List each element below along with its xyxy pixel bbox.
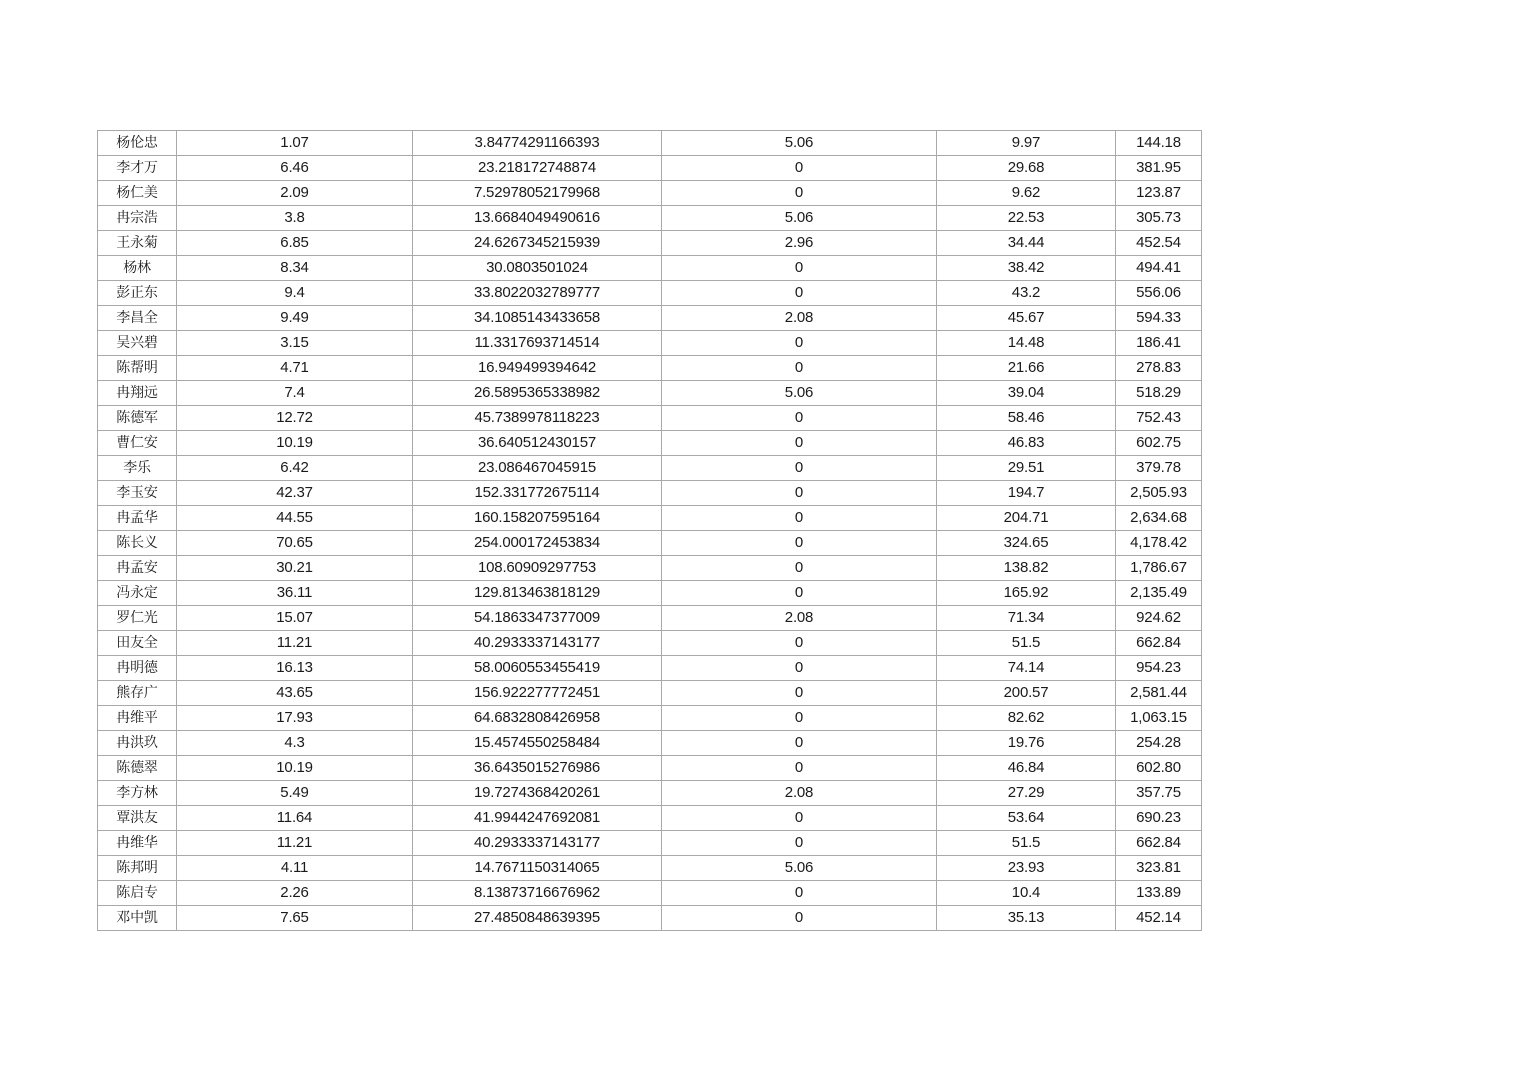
total-cell: 518.29	[1116, 381, 1202, 406]
value-cell-2: 30.0803501024	[413, 256, 662, 281]
table-row	[98, 281, 1202, 306]
value-cell-1: 16.13	[177, 656, 413, 681]
total-cell: 752.43	[1116, 406, 1202, 431]
value-cell-2: 108.60909297753	[413, 556, 662, 581]
value-cell-1: 15.07	[177, 606, 413, 631]
value-cell-2: 40.2933337143177	[413, 831, 662, 856]
value-cell-3: 5.06	[662, 206, 937, 231]
value-cell-2: 34.1085143433658	[413, 306, 662, 331]
value-cell-2: 26.5895365338982	[413, 381, 662, 406]
name-cell: 冉孟安	[98, 556, 177, 581]
value-cell-3: 0	[662, 156, 937, 181]
value-cell-2: 15.4574550258484	[413, 731, 662, 756]
value-cell-4: 53.64	[937, 806, 1116, 831]
value-cell-2: 41.9944247692081	[413, 806, 662, 831]
total-cell: 305.73	[1116, 206, 1202, 231]
name-cell: 陈启专	[98, 881, 177, 906]
table-row	[98, 881, 1202, 906]
total-cell: 2,581.44	[1116, 681, 1202, 706]
name-cell: 陈邦明	[98, 856, 177, 881]
value-cell-4: 29.68	[937, 156, 1116, 181]
total-cell: 144.18	[1116, 131, 1202, 156]
total-cell: 556.06	[1116, 281, 1202, 306]
value-cell-3: 0	[662, 431, 937, 456]
value-cell-2: 11.3317693714514	[413, 331, 662, 356]
table-row	[98, 406, 1202, 431]
value-cell-2: 23.086467045915	[413, 456, 662, 481]
value-cell-4: 39.04	[937, 381, 1116, 406]
total-cell: 494.41	[1116, 256, 1202, 281]
name-cell: 陈德翠	[98, 756, 177, 781]
value-cell-2: 160.158207595164	[413, 506, 662, 531]
table-row	[98, 256, 1202, 281]
table-row	[98, 131, 1202, 156]
table-row	[98, 631, 1202, 656]
table-row	[98, 331, 1202, 356]
table-row	[98, 506, 1202, 531]
value-cell-2: 58.0060553455419	[413, 656, 662, 681]
name-cell: 杨伦忠	[98, 131, 177, 156]
value-cell-3: 2.96	[662, 231, 937, 256]
value-cell-1: 3.8	[177, 206, 413, 231]
value-cell-4: 74.14	[937, 656, 1116, 681]
table-row	[98, 356, 1202, 381]
name-cell: 冉翔远	[98, 381, 177, 406]
value-cell-1: 4.3	[177, 731, 413, 756]
table-row	[98, 156, 1202, 181]
value-cell-4: 27.29	[937, 781, 1116, 806]
value-cell-4: 38.42	[937, 256, 1116, 281]
value-cell-3: 0	[662, 406, 937, 431]
name-cell: 李昌全	[98, 306, 177, 331]
value-cell-3: 0	[662, 731, 937, 756]
total-cell: 594.33	[1116, 306, 1202, 331]
value-cell-2: 19.7274368420261	[413, 781, 662, 806]
value-cell-4: 35.13	[937, 906, 1116, 931]
total-cell: 357.75	[1116, 781, 1202, 806]
value-cell-2: 3.84774291166393	[413, 131, 662, 156]
value-cell-1: 12.72	[177, 406, 413, 431]
value-cell-1: 4.11	[177, 856, 413, 881]
total-cell: 662.84	[1116, 631, 1202, 656]
name-cell: 王永菊	[98, 231, 177, 256]
value-cell-4: 51.5	[937, 631, 1116, 656]
table-row	[98, 456, 1202, 481]
value-cell-1: 11.21	[177, 631, 413, 656]
total-cell: 690.23	[1116, 806, 1202, 831]
value-cell-3: 0	[662, 656, 937, 681]
total-cell: 133.89	[1116, 881, 1202, 906]
value-cell-4: 58.46	[937, 406, 1116, 431]
value-cell-3: 0	[662, 506, 937, 531]
value-cell-3: 0	[662, 806, 937, 831]
value-cell-2: 14.7671150314065	[413, 856, 662, 881]
value-cell-4: 324.65	[937, 531, 1116, 556]
total-cell: 323.81	[1116, 856, 1202, 881]
total-cell: 379.78	[1116, 456, 1202, 481]
name-cell: 曹仁安	[98, 431, 177, 456]
value-cell-1: 9.49	[177, 306, 413, 331]
table-row	[98, 206, 1202, 231]
table-row	[98, 181, 1202, 206]
value-cell-3: 0	[662, 831, 937, 856]
value-cell-3: 0	[662, 556, 937, 581]
value-cell-3: 5.06	[662, 381, 937, 406]
value-cell-4: 10.4	[937, 881, 1116, 906]
value-cell-2: 40.2933337143177	[413, 631, 662, 656]
value-cell-4: 200.57	[937, 681, 1116, 706]
value-cell-2: 254.000172453834	[413, 531, 662, 556]
name-cell: 陈德军	[98, 406, 177, 431]
total-cell: 254.28	[1116, 731, 1202, 756]
value-cell-1: 4.71	[177, 356, 413, 381]
table-row	[98, 381, 1202, 406]
value-cell-4: 194.7	[937, 481, 1116, 506]
value-cell-2: 13.6684049490616	[413, 206, 662, 231]
total-cell: 452.54	[1116, 231, 1202, 256]
value-cell-1: 6.85	[177, 231, 413, 256]
total-cell: 602.80	[1116, 756, 1202, 781]
value-cell-3: 0	[662, 456, 937, 481]
table-row	[98, 606, 1202, 631]
name-cell: 李方林	[98, 781, 177, 806]
name-cell: 熊存广	[98, 681, 177, 706]
table-row	[98, 706, 1202, 731]
table-row	[98, 781, 1202, 806]
total-cell: 662.84	[1116, 831, 1202, 856]
name-cell: 吴兴碧	[98, 331, 177, 356]
table-row	[98, 656, 1202, 681]
value-cell-2: 7.52978052179968	[413, 181, 662, 206]
total-cell: 278.83	[1116, 356, 1202, 381]
value-cell-4: 19.76	[937, 731, 1116, 756]
value-cell-4: 71.34	[937, 606, 1116, 631]
value-cell-4: 46.83	[937, 431, 1116, 456]
value-cell-4: 51.5	[937, 831, 1116, 856]
name-cell: 李乐	[98, 456, 177, 481]
total-cell: 1,063.15	[1116, 706, 1202, 731]
table-body	[98, 131, 1202, 931]
name-cell: 冉洪玖	[98, 731, 177, 756]
table-row	[98, 531, 1202, 556]
value-cell-1: 10.19	[177, 431, 413, 456]
total-cell: 381.95	[1116, 156, 1202, 181]
value-cell-4: 165.92	[937, 581, 1116, 606]
name-cell: 冯永定	[98, 581, 177, 606]
value-cell-4: 43.2	[937, 281, 1116, 306]
value-cell-1: 42.37	[177, 481, 413, 506]
total-cell: 602.75	[1116, 431, 1202, 456]
name-cell: 覃洪友	[98, 806, 177, 831]
total-cell: 2,634.68	[1116, 506, 1202, 531]
value-cell-1: 7.4	[177, 381, 413, 406]
value-cell-3: 0	[662, 681, 937, 706]
value-cell-1: 2.09	[177, 181, 413, 206]
value-cell-4: 14.48	[937, 331, 1116, 356]
table-row	[98, 831, 1202, 856]
value-cell-1: 2.26	[177, 881, 413, 906]
value-cell-4: 22.53	[937, 206, 1116, 231]
value-cell-3: 0	[662, 481, 937, 506]
total-cell: 954.23	[1116, 656, 1202, 681]
value-cell-3: 5.06	[662, 131, 937, 156]
value-cell-3: 0	[662, 331, 937, 356]
value-cell-3: 0	[662, 906, 937, 931]
name-cell: 罗仁光	[98, 606, 177, 631]
value-cell-1: 70.65	[177, 531, 413, 556]
table-row	[98, 806, 1202, 831]
table-row	[98, 856, 1202, 881]
value-cell-2: 156.922277772451	[413, 681, 662, 706]
total-cell: 924.62	[1116, 606, 1202, 631]
value-cell-2: 16.949499394642	[413, 356, 662, 381]
value-cell-3: 0	[662, 756, 937, 781]
name-cell: 冉维华	[98, 831, 177, 856]
value-cell-4: 34.44	[937, 231, 1116, 256]
data-table	[97, 130, 1202, 931]
value-cell-1: 44.55	[177, 506, 413, 531]
value-cell-3: 0	[662, 281, 937, 306]
value-cell-4: 9.62	[937, 181, 1116, 206]
value-cell-1: 36.11	[177, 581, 413, 606]
value-cell-4: 204.71	[937, 506, 1116, 531]
name-cell: 冉明德	[98, 656, 177, 681]
value-cell-3: 5.06	[662, 856, 937, 881]
table-row	[98, 906, 1202, 931]
name-cell: 李玉安	[98, 481, 177, 506]
value-cell-2: 24.6267345215939	[413, 231, 662, 256]
value-cell-3: 0	[662, 531, 937, 556]
total-cell: 2,505.93	[1116, 481, 1202, 506]
name-cell: 杨仁美	[98, 181, 177, 206]
value-cell-2: 8.13873716676962	[413, 881, 662, 906]
value-cell-1: 5.49	[177, 781, 413, 806]
value-cell-2: 152.331772675114	[413, 481, 662, 506]
name-cell: 冉宗浩	[98, 206, 177, 231]
table-row	[98, 556, 1202, 581]
value-cell-4: 21.66	[937, 356, 1116, 381]
value-cell-3: 0	[662, 256, 937, 281]
total-cell: 123.87	[1116, 181, 1202, 206]
table-row	[98, 431, 1202, 456]
table-row	[98, 581, 1202, 606]
name-cell: 冉维平	[98, 706, 177, 731]
value-cell-3: 2.08	[662, 606, 937, 631]
value-cell-4: 23.93	[937, 856, 1116, 881]
value-cell-1: 10.19	[177, 756, 413, 781]
name-cell: 冉孟华	[98, 506, 177, 531]
value-cell-1: 9.4	[177, 281, 413, 306]
value-cell-1: 11.21	[177, 831, 413, 856]
value-cell-4: 9.97	[937, 131, 1116, 156]
value-cell-1: 17.93	[177, 706, 413, 731]
value-cell-3: 0	[662, 706, 937, 731]
value-cell-2: 45.7389978118223	[413, 406, 662, 431]
value-cell-4: 45.67	[937, 306, 1116, 331]
value-cell-3: 0	[662, 881, 937, 906]
table-row	[98, 306, 1202, 331]
table-row	[98, 481, 1202, 506]
value-cell-1: 3.15	[177, 331, 413, 356]
value-cell-2: 27.4850848639395	[413, 906, 662, 931]
value-cell-2: 36.640512430157	[413, 431, 662, 456]
value-cell-3: 2.08	[662, 781, 937, 806]
value-cell-3: 0	[662, 356, 937, 381]
value-cell-2: 36.6435015276986	[413, 756, 662, 781]
name-cell: 李才万	[98, 156, 177, 181]
value-cell-2: 129.813463818129	[413, 581, 662, 606]
value-cell-3: 0	[662, 181, 937, 206]
value-cell-1: 1.07	[177, 131, 413, 156]
value-cell-1: 43.65	[177, 681, 413, 706]
name-cell: 陈长义	[98, 531, 177, 556]
value-cell-3: 0	[662, 631, 937, 656]
value-cell-1: 6.46	[177, 156, 413, 181]
value-cell-2: 33.8022032789777	[413, 281, 662, 306]
total-cell: 4,178.42	[1116, 531, 1202, 556]
name-cell: 陈帮明	[98, 356, 177, 381]
name-cell: 杨林	[98, 256, 177, 281]
table-row	[98, 731, 1202, 756]
name-cell: 田友全	[98, 631, 177, 656]
total-cell: 452.14	[1116, 906, 1202, 931]
total-cell: 186.41	[1116, 331, 1202, 356]
value-cell-4: 29.51	[937, 456, 1116, 481]
table-row	[98, 231, 1202, 256]
value-cell-1: 8.34	[177, 256, 413, 281]
total-cell: 1,786.67	[1116, 556, 1202, 581]
value-cell-1: 7.65	[177, 906, 413, 931]
table-row	[98, 756, 1202, 781]
value-cell-1: 30.21	[177, 556, 413, 581]
value-cell-4: 82.62	[937, 706, 1116, 731]
value-cell-4: 138.82	[937, 556, 1116, 581]
value-cell-4: 46.84	[937, 756, 1116, 781]
value-cell-3: 2.08	[662, 306, 937, 331]
value-cell-2: 64.6832808426958	[413, 706, 662, 731]
table-row	[98, 681, 1202, 706]
value-cell-3: 0	[662, 581, 937, 606]
name-cell: 邓中凯	[98, 906, 177, 931]
total-cell: 2,135.49	[1116, 581, 1202, 606]
value-cell-1: 11.64	[177, 806, 413, 831]
name-cell: 彭正东	[98, 281, 177, 306]
value-cell-2: 23.218172748874	[413, 156, 662, 181]
value-cell-1: 6.42	[177, 456, 413, 481]
value-cell-2: 54.1863347377009	[413, 606, 662, 631]
